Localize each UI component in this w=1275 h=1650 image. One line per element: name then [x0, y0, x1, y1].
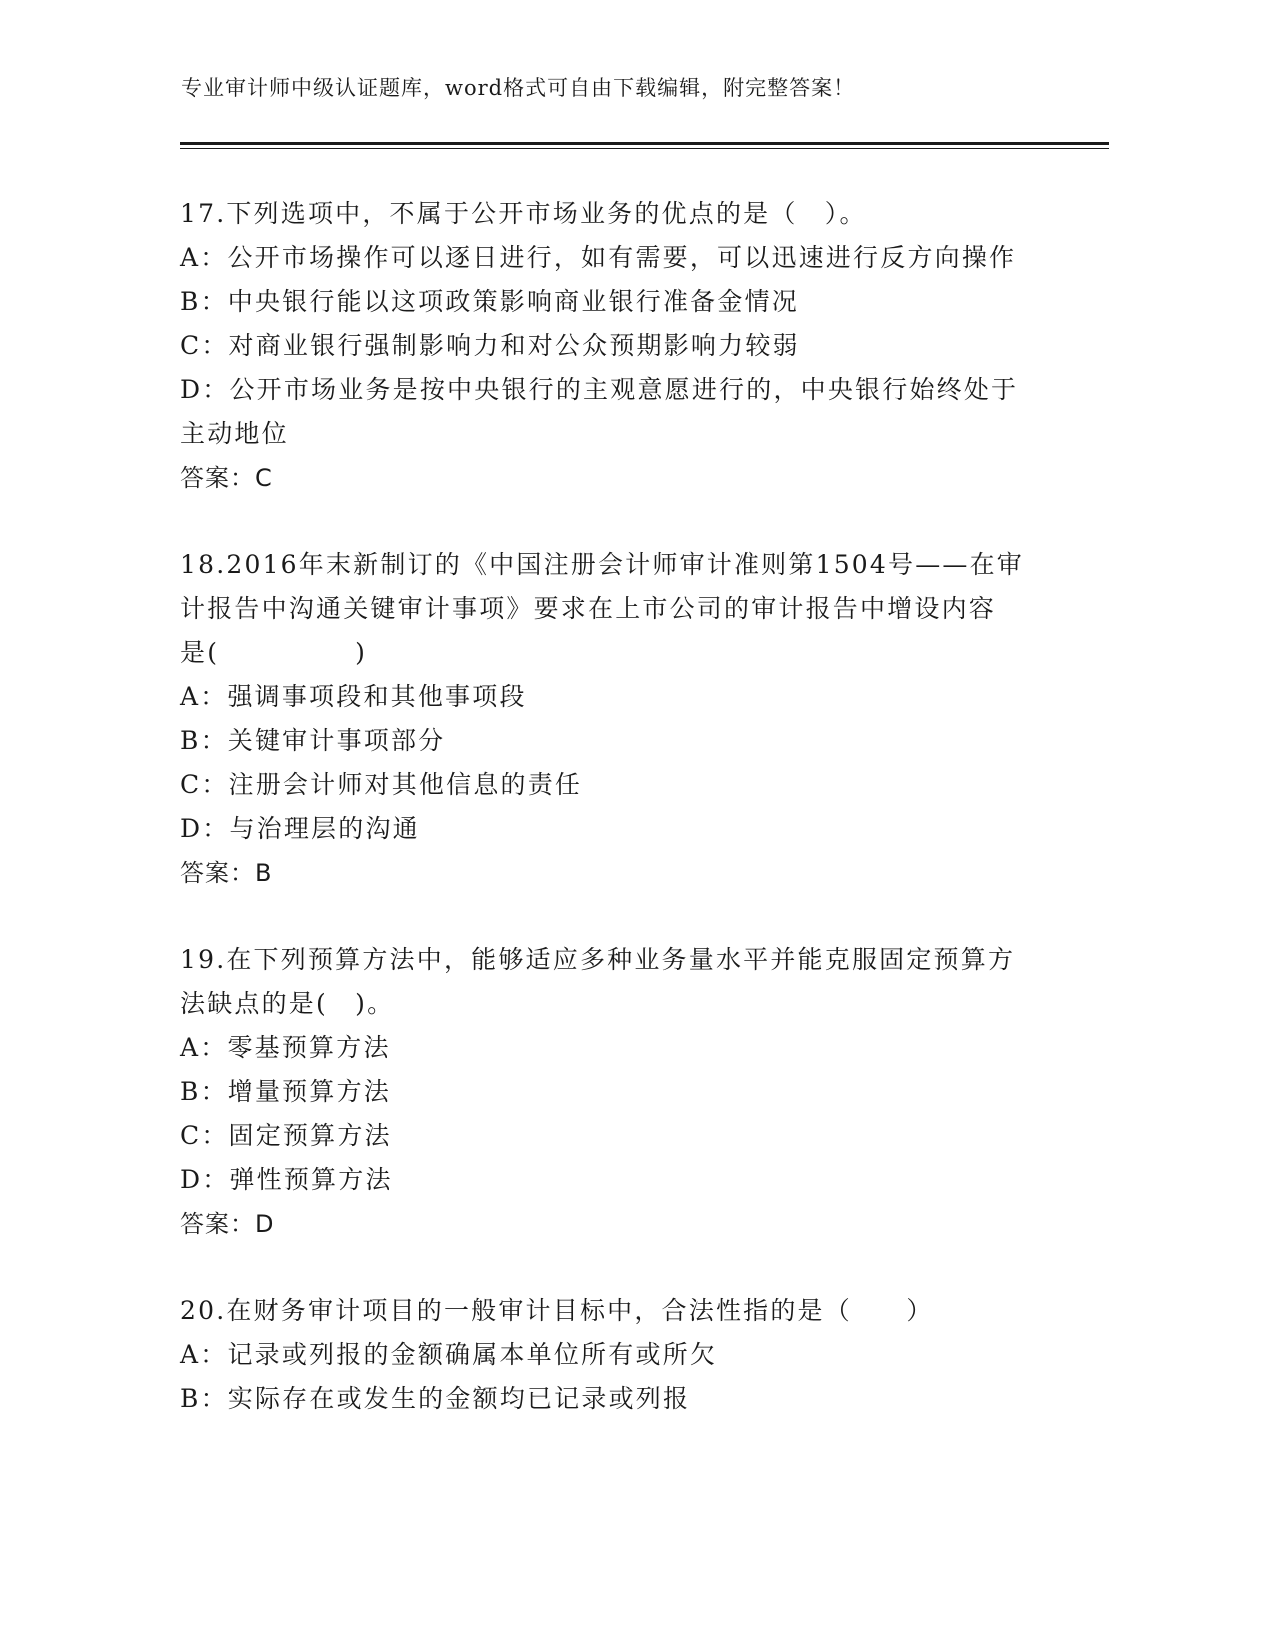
option-b: B：中央银行能以这项政策影响商业银行准备金情况 [180, 287, 799, 316]
question-20 [180, 1289, 1040, 1421]
page-header: 专业审计师中级认证题库，word格式可自由下载编辑，附完整答案！ [181, 76, 856, 100]
header-rule-thick [180, 142, 1109, 145]
question-list [180, 192, 1040, 1421]
question-stem: 19.在下列预算方法中，能够适应多种业务量水平并能克服固定预算方 [180, 945, 1016, 974]
question-17 [180, 192, 1040, 500]
option-a: A：公开市场操作可以逐日进行，如有需要，可以迅速进行反方向操作 [180, 243, 1017, 272]
option-c: C：对商业银行强制影响力和对公众预期影响力较弱 [180, 331, 800, 360]
option-c: C：注册会计师对其他信息的责任 [180, 770, 583, 799]
option-b: B：关键审计事项部分 [180, 726, 446, 755]
option-a: A：强调事项段和其他事项段 [180, 682, 527, 711]
option-a: A：零基预算方法 [180, 1033, 391, 1062]
question-stem: 20.在财务审计项目的一般审计目标中，合法性指的是（ ） [180, 1296, 934, 1325]
question-stem: 18.2016年末新制订的《中国注册会计师审计准则第1504号——在审 [180, 550, 1025, 579]
question-stem-continued: 计报告中沟通关键审计事项》要求在上市公司的审计报告中增设内容 [180, 594, 997, 623]
question-18 [180, 543, 1040, 895]
answer-label: 答案：D [180, 1210, 275, 1238]
option-b: B：实际存在或发生的金额均已记录或列报 [180, 1384, 691, 1413]
option-d: D：与治理层的沟通 [180, 814, 420, 843]
question-stem-continued: 法缺点的是( )。 [180, 989, 395, 1018]
question-19 [180, 938, 1040, 1246]
option-b: B：增量预算方法 [180, 1077, 391, 1106]
option-d: D：公开市场业务是按中央银行的主观意愿进行的，中央银行始终处于 [180, 375, 1019, 404]
question-stem: 17.下列选项中，不属于公开市场业务的优点的是（ ）。 [180, 199, 867, 228]
option-a: A：记录或列报的金额确属本单位所有或所欠 [180, 1340, 718, 1369]
answer-label: 答案：C [180, 464, 273, 492]
option-c: C：固定预算方法 [180, 1121, 392, 1150]
question-stem-continued: 是( ) [180, 638, 368, 667]
answer-label: 答案：B [180, 859, 273, 887]
option-d-continued: 主动地位 [180, 419, 289, 448]
header-rule-thin [180, 148, 1109, 149]
option-d: D：弹性预算方法 [180, 1165, 393, 1194]
